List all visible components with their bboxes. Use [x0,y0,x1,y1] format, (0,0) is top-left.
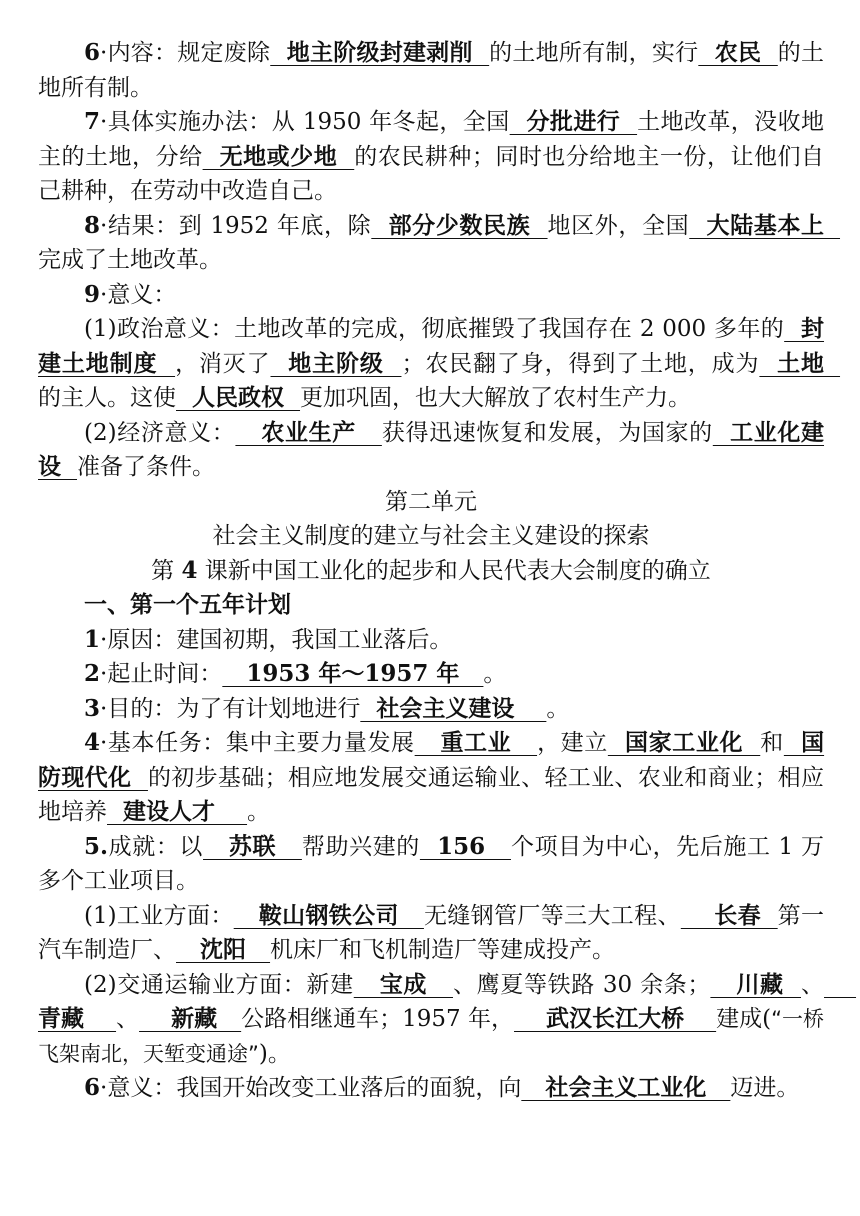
paragraph-transport [38,968,857,1072]
paragraph-political-significance [38,312,841,416]
fill-answer: 农民 [698,39,778,66]
text: 的初步基础；相应地发展交通运输业、轻工业、农业和商业；相应地培养 [38,764,824,825]
paragraph-significance [38,278,824,313]
paragraph-result [38,209,841,278]
item-number: 6 [84,39,101,66]
fill-answer: 土地 [759,349,841,377]
text: 机床厂和飞机制造厂等建成投产。 [270,937,616,963]
text: 的主人。这使 [38,385,176,411]
fill-answer: 大陆基本上 [689,211,841,239]
text: 个项目为中心，先后施工 1 万多个工业项目。 [38,833,825,894]
fill-answer: 人民政权 [176,384,301,411]
fill-answer: 川藏 [710,970,801,998]
text: ·目的：为了有计划地进行 [100,695,361,722]
paragraph-period [38,657,824,692]
item-number: 3 [84,694,101,722]
text: ，消灭了 [175,350,271,377]
text: (2)经济意义： [84,419,236,446]
text: ·结果：到 1952 年底，除 [100,212,372,239]
text: ·原因：建国初期，我国工业落后。 [100,626,453,653]
text: ·起止时间： [100,661,223,687]
quote: “一桥飞架南北，天堑变通途” [38,1007,824,1066]
paragraph-industry [38,899,824,968]
text: ·内容：规定废除 [100,40,271,66]
item-number: 4 [84,729,101,756]
text: 。 [247,799,271,825]
text: 更加巩固，也大大解放了农村生产力。 [300,385,692,411]
text: 、 [116,1006,140,1032]
paragraph-five-year-significance [38,1071,824,1106]
text: 公路相继通车；1957 年， [241,1006,515,1032]
text: 和 [760,730,784,756]
text: )。 [258,1040,291,1067]
fill-answer: 新藏 [139,1005,242,1032]
text: ；农民翻了身，得到了土地，成为 [401,350,760,377]
text: 。 [483,661,507,687]
fill-answer: 地主阶级 [270,349,402,377]
paragraph-cause [38,623,824,658]
fill-answer: 重工业 [414,729,538,756]
lesson-title-text: 课新中国工业化的起步和人民代表大会制度的确立 [197,557,711,584]
lesson-prefix: 第 [151,557,182,584]
paragraph-content [38,36,824,105]
text: 成就：以 [108,833,204,860]
text: 地区外，全国 [547,212,690,239]
text: 帮助兴建的 [301,833,420,860]
fill-answer: 无地或少地 [202,142,355,170]
fill-answer: 156 [419,832,511,860]
text: ·基本任务：集中主要力量发展 [100,730,415,756]
text: 获得迅速恢复和发展，为国家的 [381,419,713,446]
text: 第一汽车制造厂、 [38,902,825,963]
item-number: 2 [84,660,101,687]
lesson-number: 4 [181,556,198,584]
fill-answer: 1953 年～1957 年 [222,660,484,687]
paragraph-purpose [38,692,824,727]
fill-answer: 宝成 [353,970,453,998]
paragraph-economic-significance [38,416,824,485]
fill-answer: 国防现代化 [38,729,825,791]
fill-answer: 封建土地制度 [38,315,825,377]
fill-answer: 国家工业化 [607,729,761,756]
paragraph-basic-tasks [38,726,824,830]
text: (1)工业方面： [84,902,234,929]
fill-answer: 农业生产 [235,418,382,446]
item-number: 9 [84,280,101,308]
fill-answer: 工业化建设 [38,418,825,480]
section-heading: 一、第一个五年计划 [84,591,291,618]
fill-answer: 社会主义工业化 [521,1074,731,1101]
lesson-title [38,554,824,589]
unit-title: 第二单元 [385,488,477,515]
text: 的土地所有制。 [38,40,825,101]
text: (1)政治意义：土地改革的完成，彻底摧毁了我国存在 2 000 多年的 [84,316,785,342]
text: ·具体实施办法：从 1950 年冬起，全国 [100,109,510,135]
text: 、 [801,971,824,998]
text: (2)交通运输业方面：新建 [84,971,354,998]
text: ，建立 [537,730,608,756]
paragraph-implementation [38,105,824,209]
paragraph-achievements [38,830,824,899]
item-number: 7 [84,108,101,135]
text: ·意义：我国开始改变工业落后的面貌，向 [100,1075,522,1101]
text: 建成( [716,1006,772,1032]
item-number: 1 [84,625,101,653]
fill-answer: 鞍山钢铁公司 [233,901,424,929]
fill-answer: 武汉长江大桥 [514,1005,717,1032]
text: 土地改革，没收地主的土地，分给 [38,109,825,170]
item-number: 8 [84,211,101,239]
text: 、鹰夏等铁路 30 余条； [453,971,711,998]
fill-answer: 长春 [680,901,778,929]
text: ·意义： [100,281,177,308]
fill-answer: 沈阳 [176,936,271,963]
text: 。 [546,695,570,722]
document-body [38,36,857,1106]
text: 迈进。 [730,1075,800,1101]
fill-answer: 分批进行 [509,108,638,135]
text: 无缝钢管厂等三大工程、 [423,902,681,929]
fill-answer: 部分少数民族 [371,211,548,239]
fill-answer: 建设人才 [107,798,248,825]
fill-answer: 青藏 [38,970,857,1032]
text: 的农民耕种；同时也分给地主一份，让他们自己耕种，在劳动中改造自己。 [38,143,825,204]
fill-answer: 地主阶级封建剥削 [270,39,490,66]
text: 完成了土地改革。 [38,247,222,273]
text: 准备了条件。 [77,454,216,480]
item-number: 5. [84,832,109,860]
item-number: 6 [84,1074,101,1101]
unit-subtitle: 社会主义制度的建立与社会主义建设的探索 [212,523,650,549]
text: 的土地所有制，实行 [489,40,699,66]
fill-answer: 社会主义建设 [360,694,547,722]
fill-answer: 苏联 [203,832,302,860]
